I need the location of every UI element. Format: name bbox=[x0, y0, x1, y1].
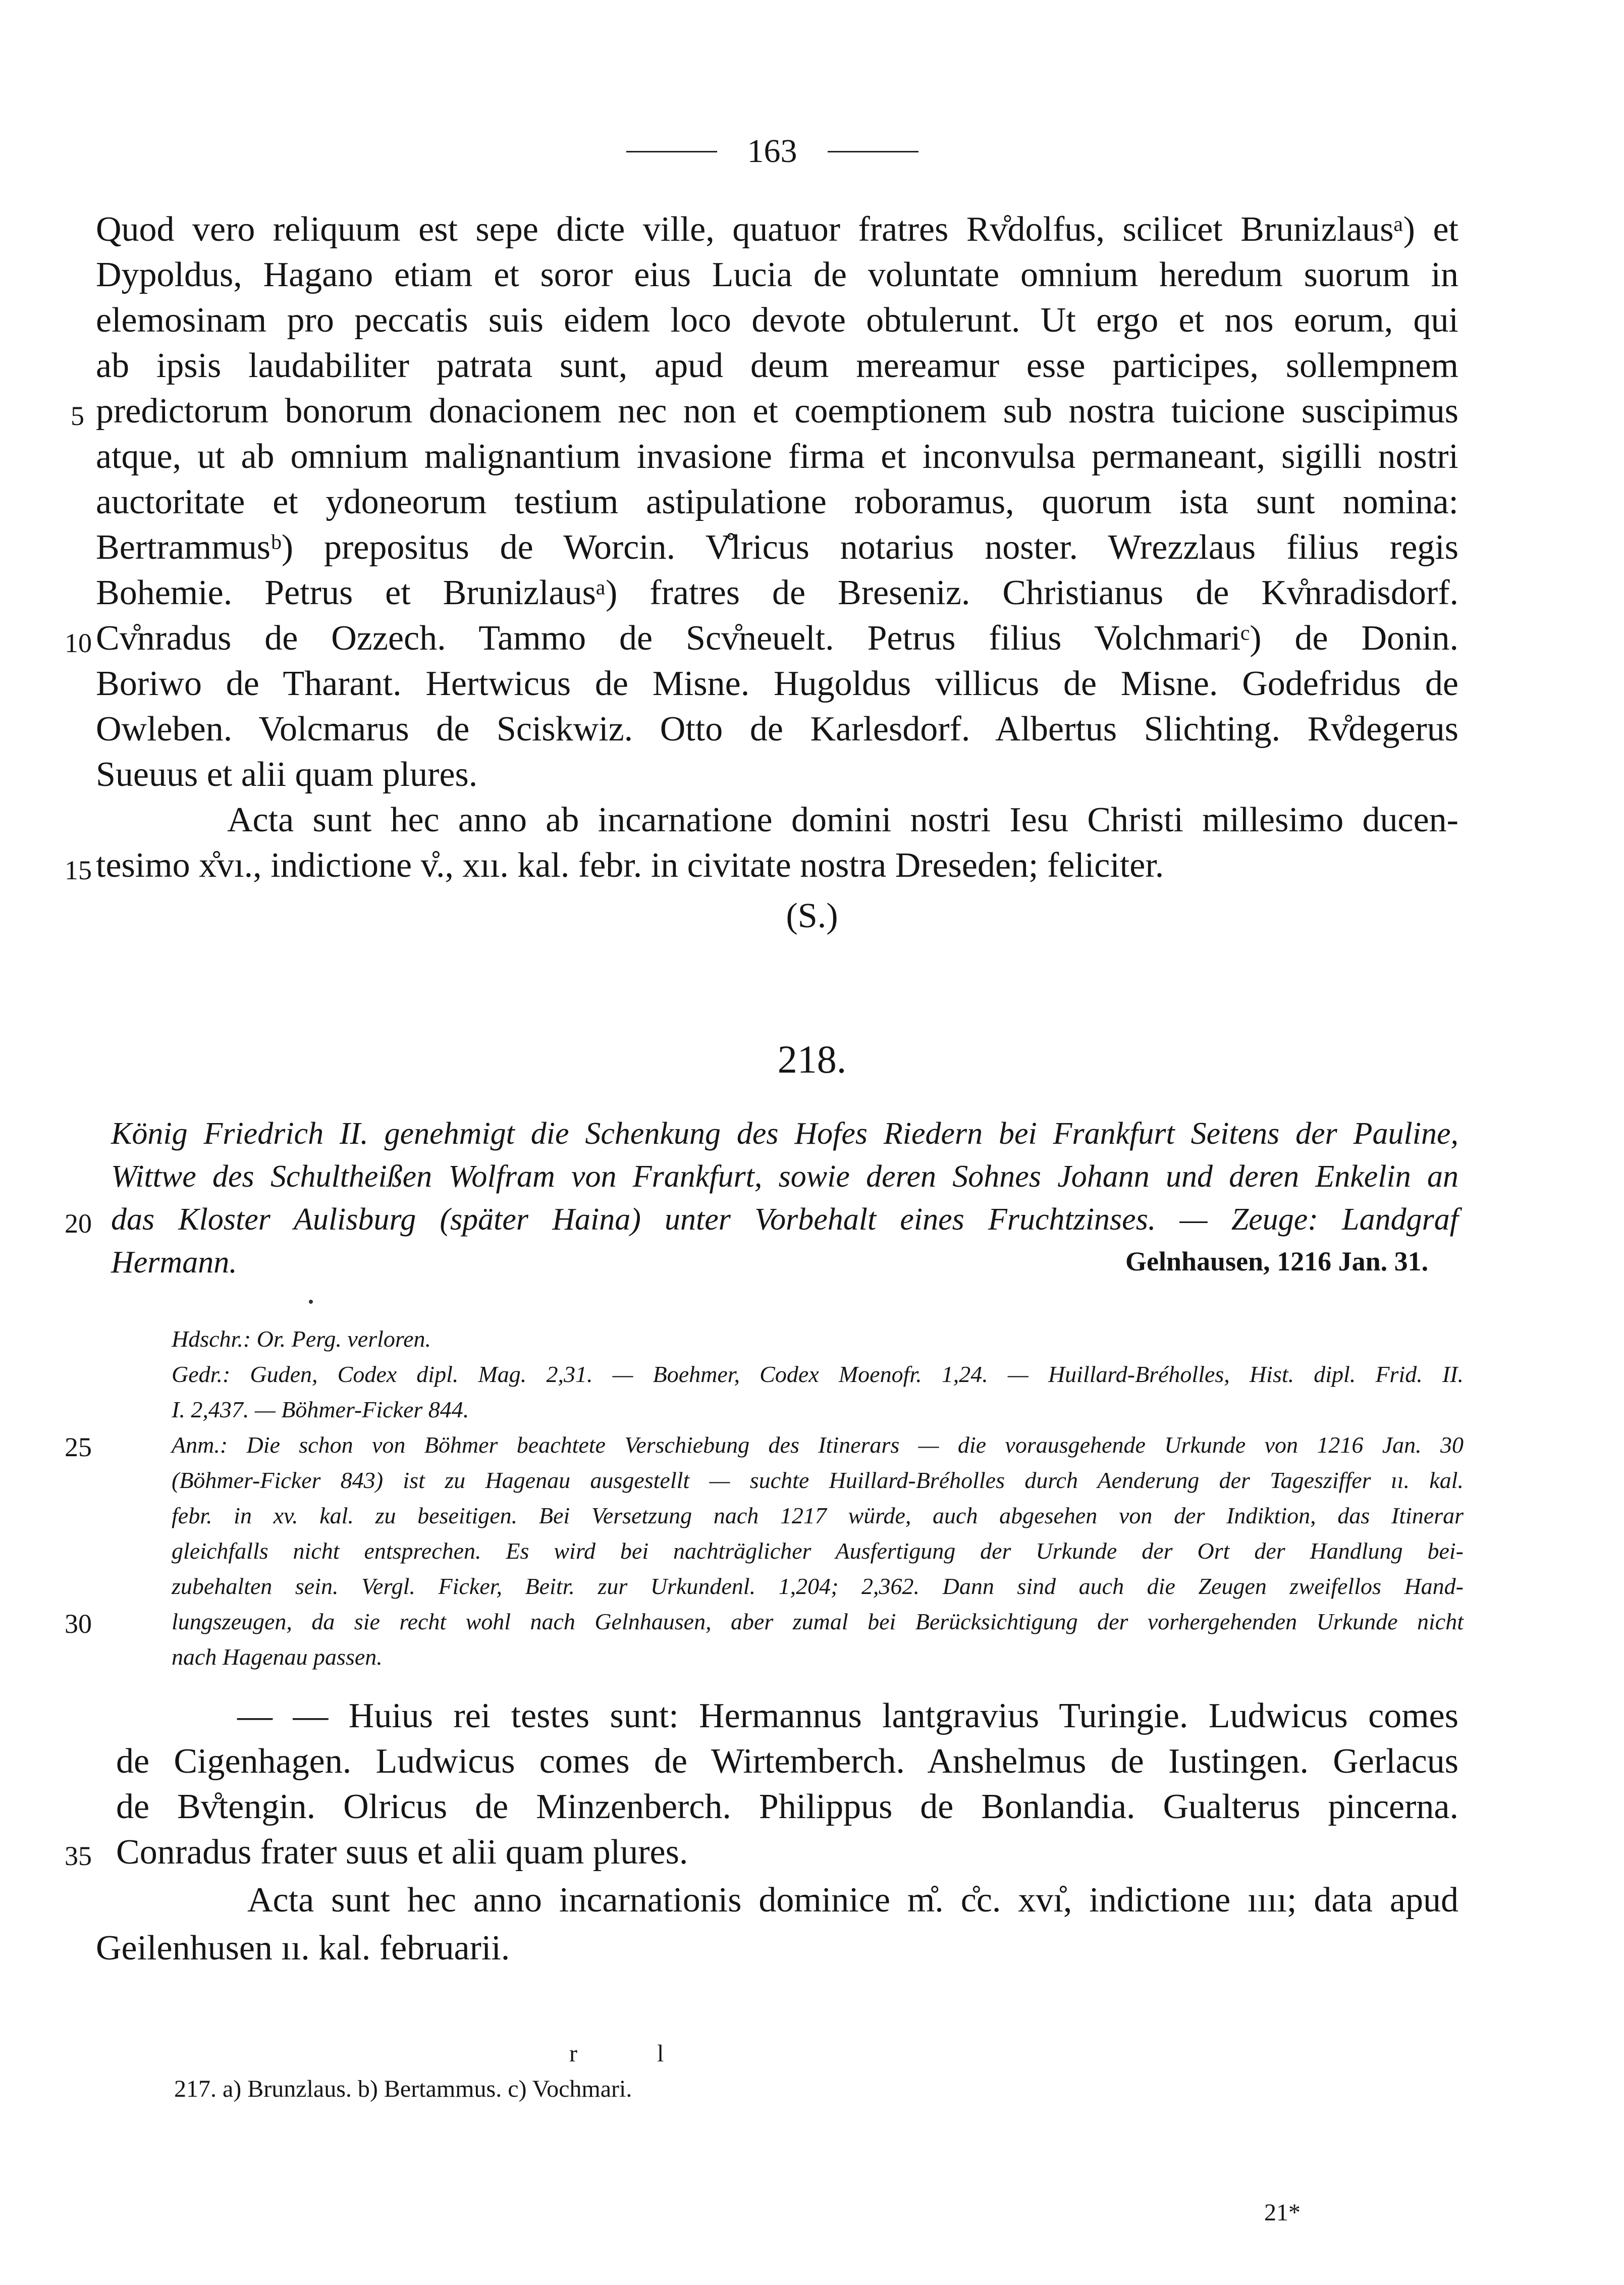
document-number: 218. bbox=[777, 1037, 847, 1081]
text-line: de Bv̊tengin. Olricus de Minzenberch. Philippus de Bonlandia. Gualterus pincerna. bbox=[116, 1787, 1458, 1826]
text-line: Quod vero reliquum est sepe dicte ville, quatuor fratres Rv̊dolfus, scilicet Brunizlausᵃ) et bbox=[96, 210, 1458, 249]
line-number: 35 bbox=[65, 1841, 92, 1871]
footnote-superscript: l bbox=[657, 2040, 664, 2067]
apparatus-line: lungszeugen, da sie recht wohl nach Gelnhausen, aber zumal bei Berücksichtigung der vorhergehenden Urkunde nicht bbox=[172, 1609, 1464, 1634]
text-line: Acta sunt hec anno incarnationis dominice m̊. c̊c. xvı̊, indictione ıııı; data apud bbox=[247, 1881, 1458, 1920]
apparatus-line: I. 2,437. — Böhmer-Ficker 844. bbox=[172, 1397, 469, 1422]
header-rule-left bbox=[626, 151, 717, 152]
line-number: 5 bbox=[71, 401, 84, 431]
line-number: 25 bbox=[65, 1432, 92, 1462]
regest-line: Wittwe des Schultheißen Wolfram von Frankfurt, sowie deren Sohnes Johann und deren Enkelin an bbox=[111, 1159, 1458, 1194]
apparatus-line: (Böhmer-Ficker 843) ist zu Hagenau ausgestellt — suchte Huillard-Bréholles durch Aenderung der Tagesziffer ıı. kal. bbox=[172, 1467, 1464, 1493]
text-line: Bertrammusᵇ) prepositus de Worcin. V̊lricus notarius noster. Wrezzlaus filius regis bbox=[96, 528, 1458, 567]
text-line: Boriwo de Tharant. Hertwicus de Misne. Hugoldus villicus de Misne. Godefridus de bbox=[96, 664, 1458, 703]
text-line: Conradus frater suus et alii quam plures. bbox=[116, 1833, 688, 1872]
header-rule-right bbox=[828, 151, 918, 152]
apparatus-line: Gedr.: Guden, Codex dipl. Mag. 2,31. — Boehmer, Codex Moenofr. 1,24. — Huillard-Bréholles, Hist. dipl. Frid. II. bbox=[172, 1361, 1464, 1387]
footnote-text: 217. a) Brunzlaus. b) Bertammus. c) Vochmari. bbox=[174, 2076, 632, 2102]
text-line: predictorum bonorum donacionem nec non et coemptionem sub nostra tuicione suscipimus bbox=[96, 392, 1458, 431]
apparatus-line: gleichfalls nicht entsprechen. Es wird bei nachträglicher Ausfertigung der Urkunde der Ort der Handlung bei- bbox=[172, 1538, 1464, 1564]
text-line: Acta sunt hec anno ab incarnatione domini nostri Iesu Christi millesimo ducen- bbox=[227, 801, 1458, 839]
text-line: atque, ut ab omnium malignantium invasione firma et inconvulsa permaneant, sigilli nostri bbox=[96, 437, 1458, 476]
regest-line: das Kloster Aulisburg (später Haina) unter Vorbehalt eines Fruchtzinses. — Zeuge: Landgraf bbox=[111, 1202, 1458, 1237]
apparatus-line: febr. in xv. kal. zu beseitigen. Bei Versetzung nach 1217 würde, auch abgesehen von der Indiktion, das Itinerar bbox=[172, 1503, 1464, 1528]
line-number: 30 bbox=[65, 1609, 92, 1639]
text-line: Sueuus et alii quam plures. bbox=[96, 755, 478, 794]
text-line: Bohemie. Petrus et Brunizlausᵃ) fratres de Breseniz. Christianus de Kv̊nradisdorf. bbox=[96, 573, 1458, 612]
apparatus-line: Anm.: Die schon von Böhmer beachtete Verschiebung des Itinerars — die vorausgehende Urkunde von 1216 Jan. 30 bbox=[172, 1432, 1464, 1458]
text-line: Owleben. Volcmarus de Sciskwiz. Otto de Karlesdorf. Albertus Slichting. Rv̊degerus bbox=[96, 710, 1458, 749]
text-line: — — Huius rei testes sunt: Hermannus lantgravius Turingie. Ludwicus comes bbox=[237, 1696, 1458, 1735]
seal-mark: (S.) bbox=[786, 896, 838, 935]
text-line: elemosinam pro peccatis suis eidem loco devote obtulerunt. Ut ergo et nos eorum, qui bbox=[96, 301, 1458, 340]
page-header bbox=[616, 129, 929, 174]
place-date: Gelnhausen, 1216 Jan. 31. bbox=[1125, 1246, 1429, 1277]
text-line: Geilenhusen ıı. kal. februarii. bbox=[96, 1929, 510, 1968]
stray-dot bbox=[309, 1300, 313, 1304]
text-line: ab ipsis laudabiliter patrata sunt, apud deum mereamur esse participes, sollempnem bbox=[96, 346, 1458, 385]
regest-line: König Friedrich II. genehmigt die Schenkung des Hofes Riedern bei Frankfurt Seitens der Pauline, bbox=[111, 1117, 1458, 1151]
page-number: 163 bbox=[747, 133, 797, 170]
apparatus-line: nach Hagenau passen. bbox=[172, 1644, 383, 1670]
line-number: 15 bbox=[65, 855, 92, 885]
regest-line: Hermann. bbox=[111, 1245, 237, 1280]
line-number: 10 bbox=[65, 628, 92, 658]
signature-mark: 21* bbox=[1264, 2199, 1301, 2226]
footnote-superscript: r bbox=[569, 2040, 577, 2067]
apparatus-line: zubehalten sein. Vergl. Ficker, Beitr. zur Urkundenl. 1,204; 2,362. Dann sind auch die Zeugen zweifellos Hand- bbox=[172, 1573, 1464, 1599]
text-line: Dypoldus, Hagano etiam et soror eius Lucia de voluntate omnium heredum suorum in bbox=[96, 255, 1458, 294]
text-line: de Cigenhagen. Ludwicus comes de Wirtemberch. Anshelmus de Iustingen. Gerlacus bbox=[116, 1742, 1458, 1781]
line-number: 20 bbox=[65, 1208, 92, 1239]
text-line: tesimo x̊vı., indictione v̊., xıı. kal. febr. in civitate nostra Dreseden; feliciter. bbox=[96, 846, 1164, 885]
text-line: Cv̊nradus de Ozzech. Tammo de Scv̊neuelt. Petrus filius Volchmariᶜ) de Donin. bbox=[96, 619, 1458, 658]
apparatus-line: Hdschr.: Or. Perg. verloren. bbox=[172, 1326, 431, 1352]
text-line: auctoritate et ydoneorum testium astipulatione roboramus, quorum ista sunt nomina: bbox=[96, 483, 1458, 521]
